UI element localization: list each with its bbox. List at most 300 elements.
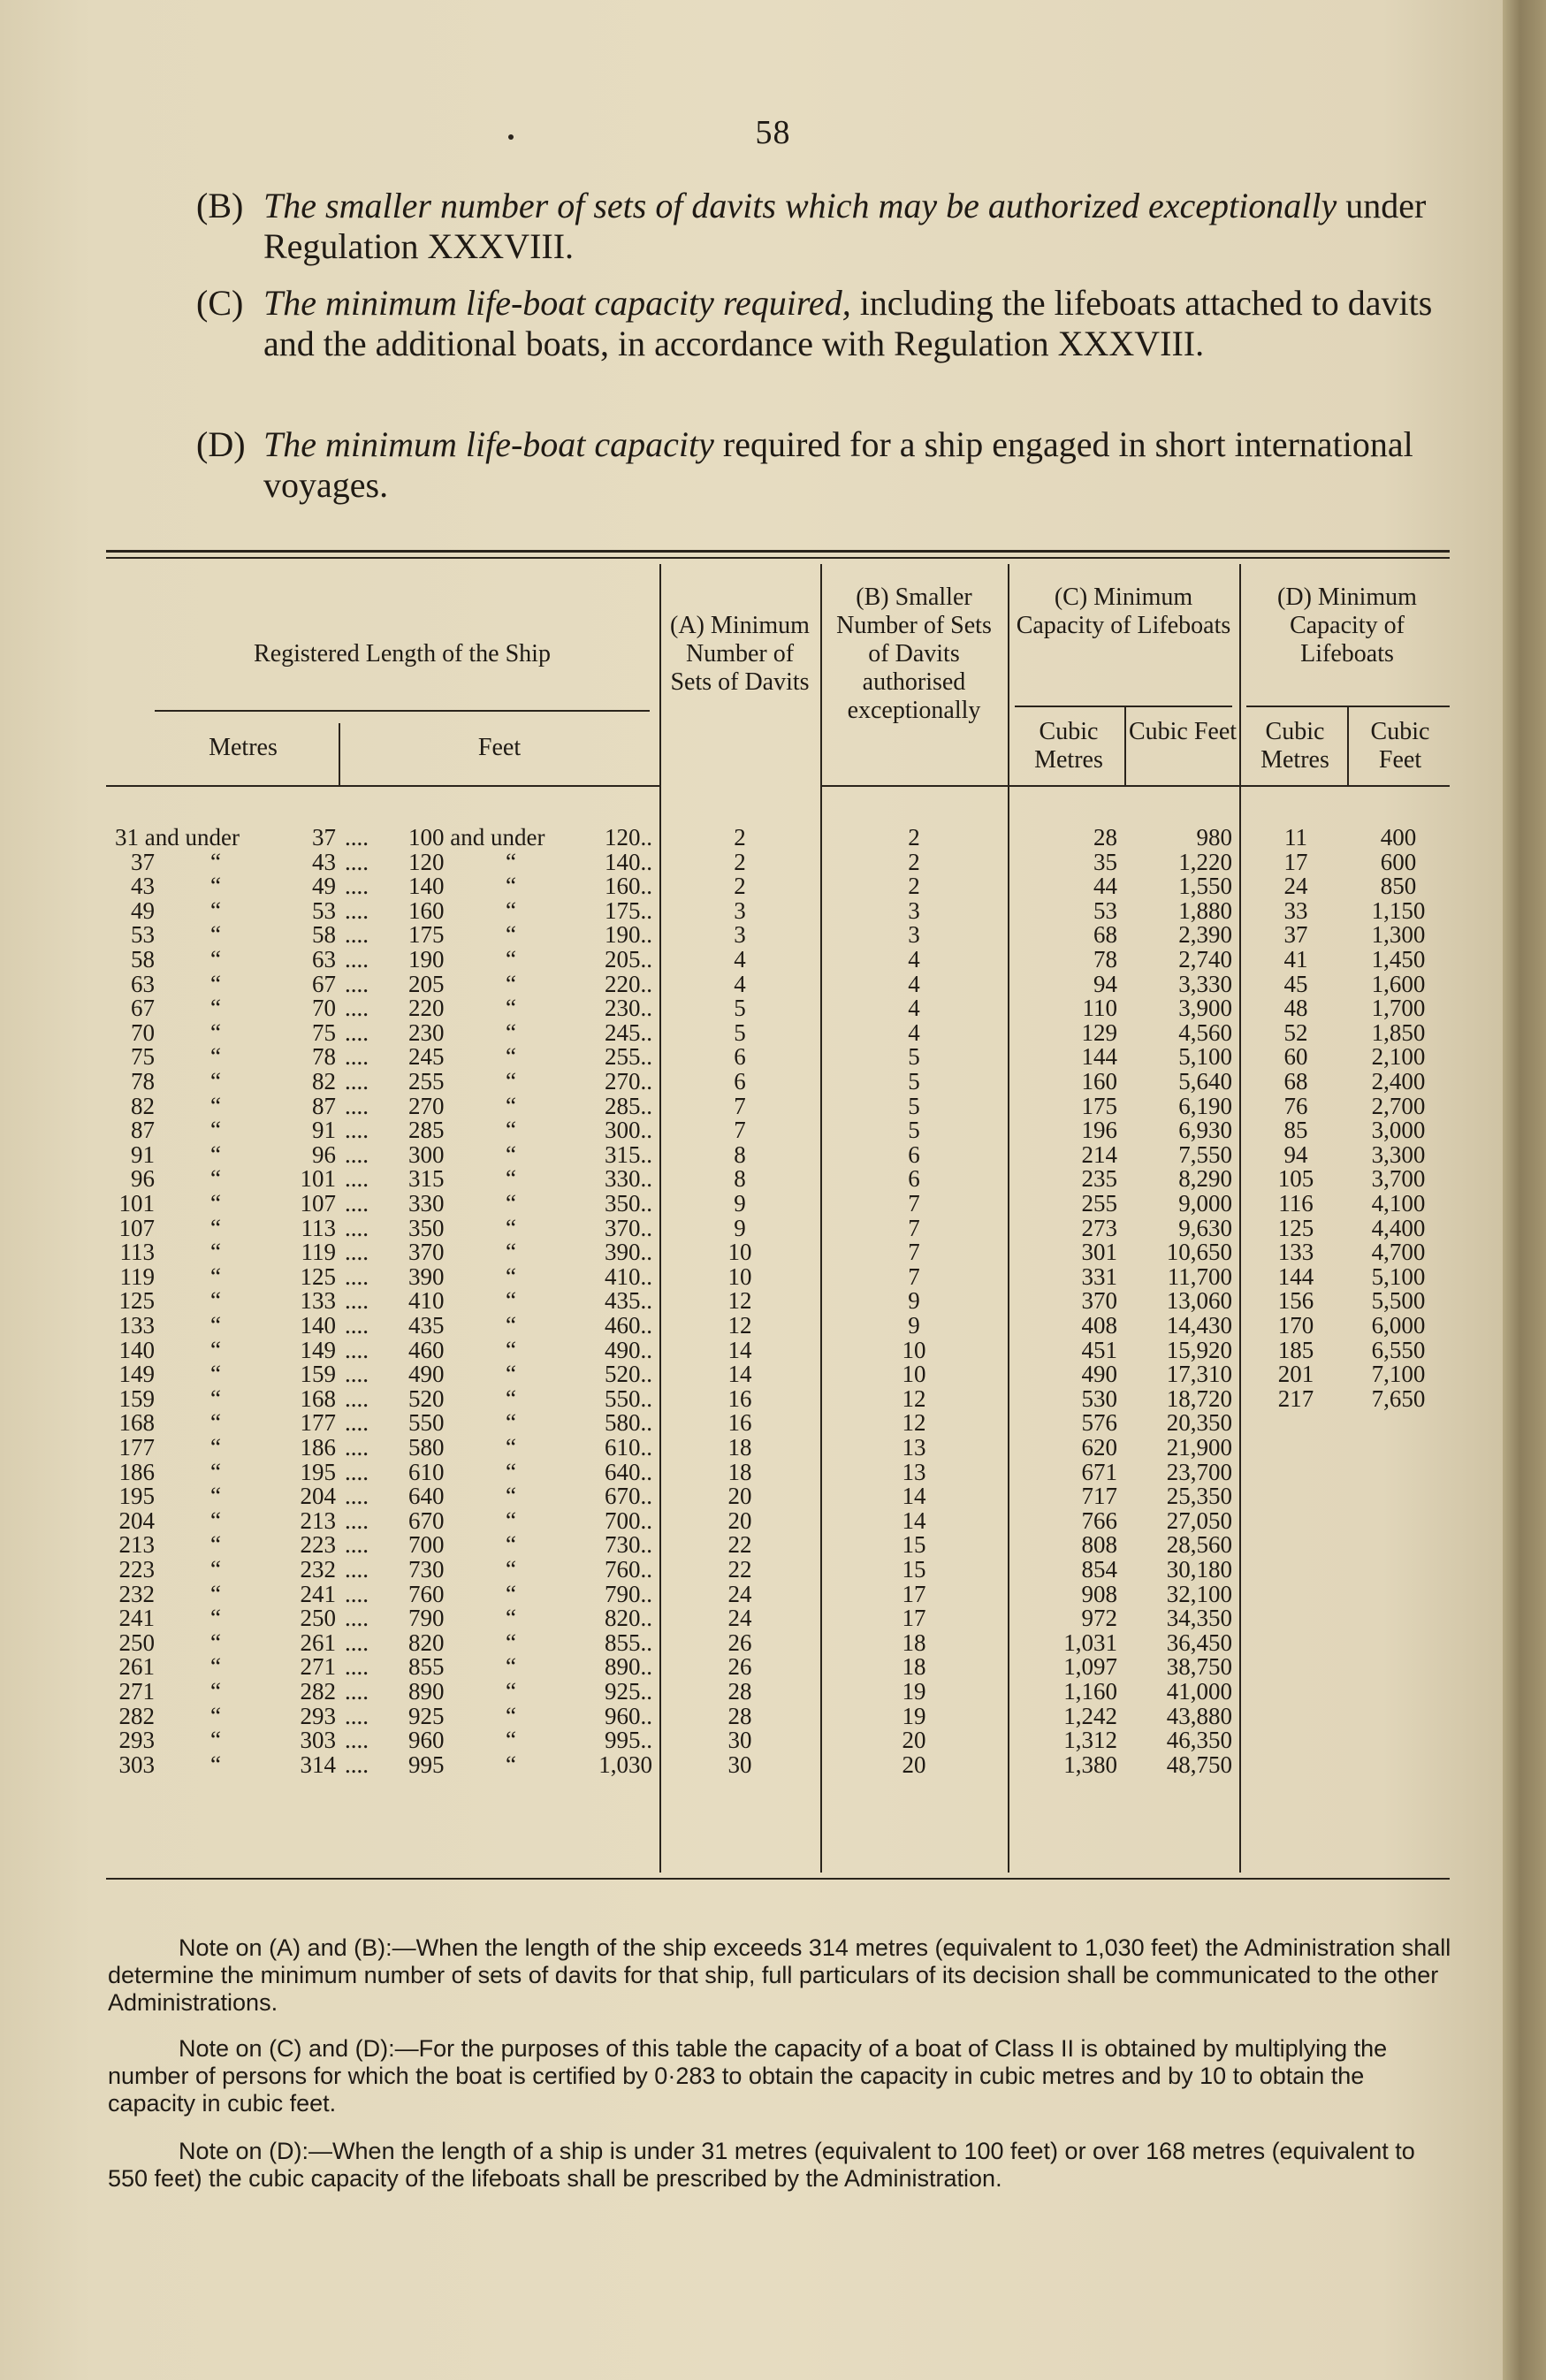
cell-ditto: “ <box>210 995 221 1022</box>
note-d: Note on (D):—When the length of a ship is under 31 metres (equivalent to 100 feet) or over 168 metres (equivalent to 550 feet) the cubic capacity of the lifeboats shall be prescribed by the Administration. <box>108 2138 1415 2192</box>
cell-c-feet: 28,560 <box>1166 1531 1232 1559</box>
cell-d-feet: 1,600 <box>1371 970 1426 997</box>
cell-metres-to: 53 <box>312 896 336 924</box>
cell-metres-to: 125 <box>300 1262 336 1290</box>
table-row <box>0 1018 1503 1046</box>
table-row <box>0 1314 1503 1338</box>
cell-ditto: “ <box>210 1262 221 1290</box>
cell-c-feet: 10,650 <box>1166 1239 1232 1266</box>
cell-ditto: “ <box>210 1580 221 1607</box>
cell-metres-to: 159 <box>300 1361 336 1388</box>
cell-c-metres: 235 <box>1081 1165 1117 1193</box>
cell-c-metres: 255 <box>1081 1190 1117 1217</box>
cell-ditto: “ <box>506 970 516 997</box>
cell-feet-to: 190.. <box>605 921 652 949</box>
cell-a: 8 <box>734 1165 746 1193</box>
table-row <box>0 1262 1503 1290</box>
cell-leader-dots: .... <box>345 1385 369 1412</box>
cell-ditto: “ <box>506 1531 516 1559</box>
cell-d-metres: 33 <box>1283 896 1308 924</box>
cell-metres-to: 303 <box>300 1727 336 1754</box>
cell-c-metres: 94 <box>1093 970 1117 997</box>
cell-metres-to: 140 <box>300 1312 336 1339</box>
cell-metres-from: 67 <box>131 995 155 1022</box>
cell-metres-from: 58 <box>131 946 155 973</box>
cell-c-feet: 18,720 <box>1166 1385 1232 1412</box>
cell-feet-to: 890.. <box>605 1653 652 1681</box>
cell-leader-dots: .... <box>345 1531 369 1559</box>
cell-d-feet: 1,450 <box>1371 946 1426 973</box>
cell-metres-to: 271 <box>300 1653 336 1681</box>
cell-metres-from: 232 <box>118 1580 155 1607</box>
cell-a: 6 <box>734 1043 746 1071</box>
cell-feet-to: 140.. <box>605 848 652 875</box>
cell-metres-from: 113 <box>119 1239 155 1266</box>
intro-item-d: (D) The minimum life-boat capacity required for a ship engaged in short international voyages. <box>196 424 1413 505</box>
cell-c-metres: 408 <box>1081 1312 1117 1339</box>
cell-feet-from: 890 <box>408 1678 445 1705</box>
cell-ditto: “ <box>210 1409 221 1437</box>
cell-d-feet: 4,100 <box>1371 1190 1426 1217</box>
cell-a: 22 <box>727 1531 752 1559</box>
cell-feet-from: 960 <box>408 1727 445 1754</box>
cell-c-metres: 53 <box>1093 896 1117 924</box>
cell-feet-from: 410 <box>408 1287 445 1315</box>
cell-feet-from: 995 <box>408 1751 445 1778</box>
cell-feet-to: 520.. <box>605 1361 652 1388</box>
cell-b: 17 <box>902 1605 926 1632</box>
table-row <box>0 1140 1503 1168</box>
cell-metres-from: 96 <box>131 1165 155 1193</box>
cell-ditto: “ <box>210 946 221 973</box>
cell-metres-to: 119 <box>301 1239 336 1266</box>
cell-c-metres: 717 <box>1081 1483 1117 1510</box>
cell-d-feet: 4,400 <box>1371 1214 1426 1241</box>
cell-d-feet: 2,100 <box>1371 1043 1426 1071</box>
cell-metres-from: 186 <box>118 1458 155 1485</box>
cell-c-feet: 7,550 <box>1178 1140 1232 1168</box>
header-d-feet: Cubic Feet <box>1370 718 1430 774</box>
cell-metres-to: 282 <box>300 1678 336 1705</box>
cell-ditto: “ <box>506 1165 516 1193</box>
cell-a: 14 <box>727 1336 752 1363</box>
cell-leader-dots: .... <box>345 1702 369 1729</box>
table-row <box>0 1702 1503 1729</box>
col-divider-metres <box>339 723 340 785</box>
cell-metres-to: 49 <box>312 873 336 900</box>
cell-metres-to: 96 <box>312 1140 336 1168</box>
cell-feet-to: 220.. <box>605 970 652 997</box>
cell-feet-from: 610 <box>408 1458 445 1485</box>
cell-a: 2 <box>734 848 746 875</box>
cell-ditto: “ <box>506 873 516 900</box>
cell-ditto: “ <box>210 1018 221 1046</box>
cell-d-metres: 17 <box>1283 848 1308 875</box>
cell-c-feet: 34,350 <box>1166 1605 1232 1632</box>
header-bottom-rule <box>106 785 659 787</box>
header-c: (C) Minimum Capacity of Lifeboats <box>1016 584 1231 639</box>
cell-b: 17 <box>902 1580 926 1607</box>
table-top-rule <box>106 550 1450 553</box>
cell-ditto: “ <box>506 1214 516 1241</box>
cell-ditto: “ <box>210 1068 221 1095</box>
cell-c-feet: 43,880 <box>1166 1702 1232 1729</box>
cell-a: 26 <box>727 1629 752 1656</box>
cell-metres-to: 107 <box>300 1190 336 1217</box>
cell-metres-to: 43 <box>312 848 336 875</box>
cell-b: 2 <box>908 873 920 900</box>
cell-c-metres: 331 <box>1081 1262 1117 1290</box>
cell-metres-from: 293 <box>118 1727 155 1754</box>
cell-metres-from: 204 <box>118 1507 155 1534</box>
cell-ditto: “ <box>506 1043 516 1071</box>
length-subheader-rule <box>155 710 650 712</box>
cell-b: 4 <box>908 1018 920 1046</box>
cell-b: 7 <box>908 1239 920 1266</box>
cell-metres-to: 293 <box>300 1702 336 1729</box>
cell-metres-to: 67 <box>312 970 336 997</box>
cell-feet-from: 925 <box>408 1702 445 1729</box>
cell-c-feet: 41,000 <box>1166 1678 1232 1705</box>
cell-b: 5 <box>908 1043 920 1071</box>
cell-feet-from: 190 <box>408 946 445 973</box>
cell-ditto: “ <box>506 1556 516 1583</box>
cell-ditto: “ <box>506 1580 516 1607</box>
header-feet: Feet <box>477 734 522 761</box>
header-d-metres: Cubic Metres <box>1260 718 1329 774</box>
cell-a: 20 <box>727 1507 752 1534</box>
cell-feet-to: 760.. <box>605 1556 652 1583</box>
cell-feet-from: 550 <box>408 1409 445 1437</box>
cell-feet-from: 100 and under <box>408 824 545 851</box>
cell-ditto: “ <box>210 1629 221 1656</box>
cell-metres-to: 195 <box>300 1458 336 1485</box>
cell-metres-from: 168 <box>118 1409 155 1437</box>
cell-ditto: “ <box>210 1653 221 1681</box>
cell-ditto: “ <box>210 873 221 900</box>
cell-ditto: “ <box>506 1018 516 1046</box>
cell-d-feet: 850 <box>1380 873 1417 900</box>
cell-feet-from: 300 <box>408 1140 445 1168</box>
cell-ditto: “ <box>210 1605 221 1632</box>
cell-leader-dots: .... <box>345 1043 369 1071</box>
cell-c-feet: 32,100 <box>1166 1580 1232 1607</box>
table-row <box>0 1655 1503 1679</box>
cell-a: 9 <box>734 1214 746 1241</box>
cell-c-feet: 46,350 <box>1166 1727 1232 1754</box>
header-metres: Metres <box>209 734 278 761</box>
table-row <box>0 1240 1503 1264</box>
cell-c-metres: 196 <box>1081 1117 1117 1144</box>
cell-feet-from: 330 <box>408 1190 445 1217</box>
cell-feet-to: 255.. <box>605 1043 652 1071</box>
cell-a: 30 <box>727 1727 752 1754</box>
table-row <box>0 1070 1503 1094</box>
cell-ditto: “ <box>506 1336 516 1363</box>
cell-metres-from: 149 <box>118 1361 155 1388</box>
cell-leader-dots: .... <box>345 1361 369 1388</box>
intro-item-b: (B) The smaller number of sets of davits which may be authorized exceptionally under Regulation XXXVIII. <box>196 186 1427 266</box>
table-row <box>0 1214 1503 1241</box>
cell-leader-dots: .... <box>345 1629 369 1656</box>
cell-leader-dots: .... <box>345 1580 369 1607</box>
cell-ditto: “ <box>210 1483 221 1510</box>
table-row <box>0 826 1503 850</box>
cell-d-metres: 11 <box>1284 824 1307 851</box>
cell-d-metres: 105 <box>1277 1165 1314 1193</box>
cell-c-feet: 25,350 <box>1166 1483 1232 1510</box>
cell-feet-to: 315.. <box>605 1140 652 1168</box>
cell-c-metres: 1,160 <box>1063 1678 1117 1705</box>
cell-metres-to: 223 <box>300 1531 336 1559</box>
cell-metres-from: 133 <box>118 1312 155 1339</box>
cell-b: 15 <box>902 1556 926 1583</box>
cell-ditto: “ <box>506 1727 516 1754</box>
cell-feet-to: 205.. <box>605 946 652 973</box>
cell-d-feet: 1,850 <box>1371 1018 1426 1046</box>
table-row <box>0 1336 1503 1363</box>
cell-feet-from: 370 <box>408 1239 445 1266</box>
cell-d-feet: 3,000 <box>1371 1117 1426 1144</box>
cell-d-metres: 24 <box>1283 873 1308 900</box>
cell-feet-from: 245 <box>408 1043 445 1071</box>
cell-metres-to: 37 <box>312 824 336 851</box>
header-registered-length: Registered Length of the Ship <box>254 640 551 667</box>
cell-metres-from: 101 <box>118 1190 155 1217</box>
cell-feet-from: 160 <box>408 896 445 924</box>
cell-feet-to: 670.. <box>605 1483 652 1510</box>
cell-ditto: “ <box>210 1507 221 1534</box>
cell-ditto: “ <box>506 896 516 924</box>
cell-ditto: “ <box>506 1068 516 1095</box>
cell-ditto: “ <box>210 1092 221 1119</box>
cell-leader-dots: .... <box>345 1409 369 1437</box>
cell-metres-from: 177 <box>118 1434 155 1461</box>
cell-ditto: “ <box>210 921 221 949</box>
cell-feet-from: 490 <box>408 1361 445 1388</box>
cell-a: 20 <box>727 1483 752 1510</box>
cell-leader-dots: .... <box>345 896 369 924</box>
cell-d-metres: 201 <box>1277 1361 1314 1388</box>
cell-ditto: “ <box>210 1287 221 1315</box>
cell-c-metres: 175 <box>1081 1092 1117 1119</box>
cell-ditto: “ <box>210 1702 221 1729</box>
cell-b: 7 <box>908 1262 920 1290</box>
cell-metres-to: 87 <box>312 1092 336 1119</box>
cell-metres-to: 78 <box>312 1043 336 1071</box>
table-row <box>0 1118 1503 1142</box>
cell-c-metres: 28 <box>1093 824 1117 851</box>
cell-ditto: “ <box>506 1751 516 1778</box>
cell-d-feet: 6,000 <box>1371 1312 1426 1339</box>
table-row <box>0 896 1503 924</box>
cell-metres-from: 303 <box>118 1751 155 1778</box>
cell-metres-from: 63 <box>131 970 155 997</box>
page-number: 58 <box>755 114 791 151</box>
cell-feet-from: 730 <box>408 1556 445 1583</box>
cell-d-metres: 45 <box>1283 970 1308 997</box>
cell-a: 8 <box>734 1140 746 1168</box>
cell-c-feet: 48,750 <box>1166 1751 1232 1778</box>
header-c-feet: Cubic Feet <box>1128 718 1238 745</box>
cell-feet-from: 220 <box>408 995 445 1022</box>
cell-c-feet: 3,900 <box>1178 995 1232 1022</box>
header-a: (A) Minimum Number of Sets of Davits <box>670 612 810 696</box>
cell-metres-to: 250 <box>300 1605 336 1632</box>
cell-feet-from: 700 <box>408 1531 445 1559</box>
cell-a: 4 <box>734 946 746 973</box>
cell-b: 14 <box>902 1507 926 1534</box>
cell-a: 30 <box>727 1751 752 1778</box>
cell-b: 13 <box>902 1434 926 1461</box>
cell-feet-to: 330.. <box>605 1165 652 1193</box>
cell-a: 3 <box>734 896 746 924</box>
cell-a: 24 <box>727 1580 752 1607</box>
cell-d-metres: 60 <box>1283 1043 1308 1071</box>
cell-feet-to: 820.. <box>605 1605 652 1632</box>
cell-d-feet: 6,550 <box>1371 1336 1426 1363</box>
cell-metres-from: 37 <box>131 848 155 875</box>
cell-b: 5 <box>908 1068 920 1095</box>
cell-d-feet: 7,100 <box>1371 1361 1426 1388</box>
cell-c-feet: 36,450 <box>1166 1629 1232 1656</box>
cell-c-feet: 5,640 <box>1178 1068 1232 1095</box>
cell-metres-from: 119 <box>119 1262 155 1290</box>
cell-ditto: “ <box>210 970 221 997</box>
cell-metres-from: 250 <box>118 1629 155 1656</box>
cell-leader-dots: .... <box>345 1507 369 1534</box>
cell-ditto: “ <box>210 1434 221 1461</box>
cell-c-feet: 11,700 <box>1167 1262 1232 1290</box>
cell-metres-to: 204 <box>300 1483 336 1510</box>
table-row <box>0 1484 1503 1508</box>
cell-feet-to: 435.. <box>605 1287 652 1315</box>
cell-d-metres: 76 <box>1283 1092 1308 1119</box>
table-row <box>0 848 1503 875</box>
cell-ditto: “ <box>506 1190 516 1217</box>
cell-ditto: “ <box>210 1458 221 1485</box>
cell-ditto: “ <box>506 1312 516 1339</box>
cell-feet-to: 245.. <box>605 1018 652 1046</box>
cell-metres-from: 140 <box>118 1336 155 1363</box>
cell-feet-from: 285 <box>408 1117 445 1144</box>
cell-metres-to: 177 <box>300 1409 336 1437</box>
cell-ditto: “ <box>506 1117 516 1144</box>
book-spine <box>1503 0 1546 2380</box>
cell-ditto: “ <box>506 1361 516 1388</box>
header-d: (D) Minimum Capacity of Lifeboats <box>1277 584 1417 667</box>
cell-c-feet: 17,310 <box>1166 1361 1232 1388</box>
cell-c-feet: 2,740 <box>1178 946 1232 973</box>
cell-ditto: “ <box>210 1312 221 1339</box>
cell-ditto: “ <box>210 1678 221 1705</box>
c-subheader-rule <box>1015 706 1232 707</box>
cell-feet-from: 255 <box>408 1068 445 1095</box>
cell-leader-dots: .... <box>345 1214 369 1241</box>
cell-feet-from: 390 <box>408 1262 445 1290</box>
header-c-metres: Cubic Metres <box>1034 718 1103 774</box>
cell-c-feet: 23,700 <box>1166 1458 1232 1485</box>
cell-c-metres: 1,031 <box>1063 1629 1117 1656</box>
cell-ditto: “ <box>210 1239 221 1266</box>
cell-c-feet: 38,750 <box>1166 1653 1232 1681</box>
cell-feet-from: 820 <box>408 1629 445 1656</box>
cell-metres-from: 78 <box>131 1068 155 1095</box>
cell-ditto: “ <box>506 1262 516 1290</box>
cell-ditto: “ <box>506 1409 516 1437</box>
cell-ditto: “ <box>506 1483 516 1510</box>
d-subheader-rule <box>1246 706 1450 707</box>
cell-feet-to: 160.. <box>605 873 652 900</box>
cell-d-metres: 52 <box>1283 1018 1308 1046</box>
table-row <box>0 1728 1503 1752</box>
cell-feet-to: 120.. <box>605 824 652 851</box>
cell-b: 13 <box>902 1458 926 1485</box>
cell-leader-dots: .... <box>345 873 369 900</box>
cell-feet-to: 730.. <box>605 1531 652 1559</box>
cell-feet-to: 350.. <box>605 1190 652 1217</box>
cell-c-metres: 854 <box>1081 1556 1117 1583</box>
cell-ditto: “ <box>210 1043 221 1071</box>
cell-a: 16 <box>727 1409 752 1437</box>
cell-c-metres: 1,242 <box>1063 1702 1117 1729</box>
table-row <box>0 996 1503 1020</box>
cell-feet-to: 410.. <box>605 1262 652 1290</box>
cell-ditto: “ <box>506 1239 516 1266</box>
cell-b: 20 <box>902 1751 926 1778</box>
cell-d-feet: 5,500 <box>1371 1287 1426 1315</box>
cell-c-metres: 766 <box>1081 1507 1117 1534</box>
cell-feet-to: 700.. <box>605 1507 652 1534</box>
cell-c-feet: 1,550 <box>1178 873 1232 900</box>
cell-metres-from: 107 <box>118 1214 155 1241</box>
table-row <box>0 874 1503 898</box>
cell-ditto: “ <box>210 1556 221 1583</box>
cell-leader-dots: .... <box>345 1068 369 1095</box>
cell-ditto: “ <box>506 995 516 1022</box>
cell-c-metres: 78 <box>1093 946 1117 973</box>
cell-ditto: “ <box>506 848 516 875</box>
cell-feet-from: 315 <box>408 1165 445 1193</box>
cell-d-feet: 600 <box>1380 848 1417 875</box>
cell-feet-to: 490.. <box>605 1336 652 1363</box>
cell-metres-to: 261 <box>300 1629 336 1656</box>
cell-c-feet: 21,900 <box>1166 1434 1232 1461</box>
cell-d-metres: 217 <box>1277 1385 1314 1412</box>
cell-metres-from: 53 <box>131 921 155 949</box>
cell-c-metres: 301 <box>1081 1239 1117 1266</box>
cell-b: 19 <box>902 1702 926 1729</box>
cell-metres-from: 223 <box>118 1556 155 1583</box>
cell-c-feet: 15,920 <box>1166 1336 1232 1363</box>
cell-c-metres: 370 <box>1081 1287 1117 1315</box>
cell-feet-to: 855.. <box>605 1629 652 1656</box>
cell-c-feet: 5,100 <box>1178 1043 1232 1071</box>
cell-metres-from: 213 <box>118 1531 155 1559</box>
table-row <box>0 1680 1503 1704</box>
cell-feet-from: 460 <box>408 1336 445 1363</box>
table-top-rule-inner <box>106 557 1450 559</box>
cell-metres-to: 113 <box>301 1214 336 1241</box>
cell-feet-to: 550.. <box>605 1385 652 1412</box>
cell-b: 12 <box>902 1409 926 1437</box>
cell-c-metres: 1,312 <box>1063 1727 1117 1754</box>
cell-feet-to: 175.. <box>605 896 652 924</box>
cell-b: 4 <box>908 946 920 973</box>
cell-feet-from: 670 <box>408 1507 445 1534</box>
col-divider-c-sub <box>1124 707 1126 785</box>
cell-leader-dots: .... <box>345 1018 369 1046</box>
